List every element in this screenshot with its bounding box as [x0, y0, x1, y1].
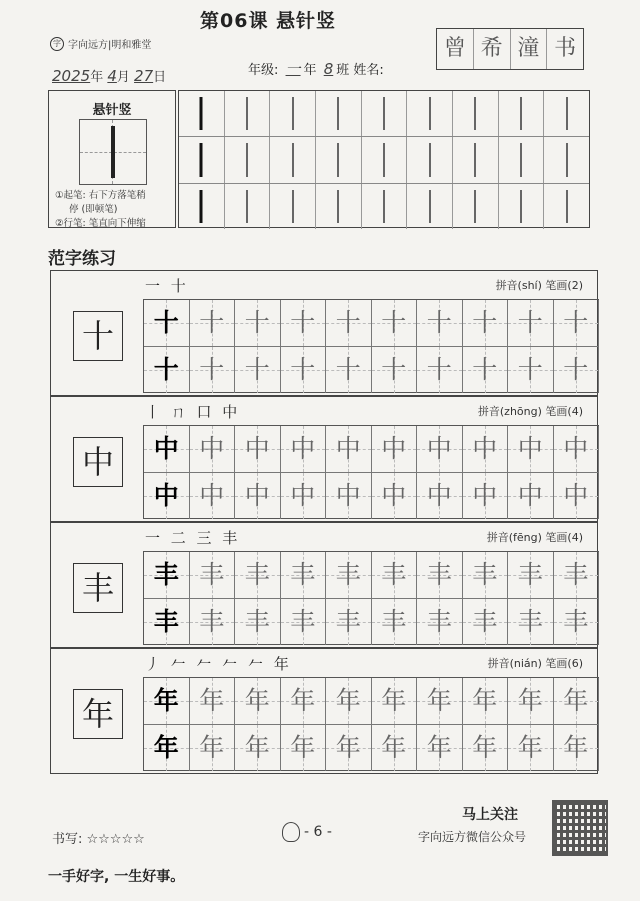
practice-character: 丰 [517, 607, 543, 636]
practice-cell [179, 137, 225, 182]
practice-character: 丰 [290, 607, 316, 636]
stroke-order: 丨 ㄇ 口 中 [145, 403, 241, 421]
practice-character: 丰 [426, 607, 452, 636]
practice-cell [316, 184, 362, 229]
practice-character: 年 [244, 733, 270, 762]
practice-character: 十 [381, 355, 407, 384]
brand-text: 字向远方|明和雅堂 [68, 40, 152, 51]
practice-character: 中 [563, 481, 589, 510]
character-meta [478, 403, 583, 419]
practice-cell [417, 300, 463, 346]
practice-cell [508, 426, 554, 472]
date-line [52, 66, 166, 85]
character-block [50, 522, 598, 648]
class-value: 8 [323, 60, 334, 78]
practice-character: 丰 [472, 560, 498, 589]
stroke-order: 一 二 三 丰 [145, 529, 241, 547]
practice-cell [190, 678, 236, 724]
stroke-count-label: 笔画(4) [545, 531, 583, 544]
practice-character: 年 [199, 686, 225, 715]
practice-cell [281, 725, 327, 771]
practice-character: 中 [517, 481, 543, 510]
follow-label: 马上关注 [462, 807, 518, 823]
practice-character: 中 [153, 481, 179, 510]
practice-cell [144, 426, 190, 472]
grade-suffix: 年 [303, 63, 317, 78]
practice-cell [326, 473, 372, 519]
stroke-order: 丿 𠂉 𠂉 𠂉 𠂉 年 [145, 655, 292, 673]
practice-cell [544, 184, 589, 229]
practice-cell [508, 300, 554, 346]
practice-character: 年 [381, 733, 407, 762]
practice-cell [362, 184, 408, 229]
practice-cell [235, 473, 281, 519]
practice-row [144, 599, 599, 645]
practice-cell [508, 599, 554, 645]
pinyin-label: 拼音(nián) [487, 657, 542, 670]
name-char: 潼 [511, 29, 548, 69]
pinyin-label: 拼音(fēng) [486, 531, 542, 544]
stroke-order: 一 十 [145, 277, 189, 295]
practice-cell [316, 91, 362, 136]
practice-cell [190, 300, 236, 346]
practice-row [179, 137, 589, 183]
practice-character: 中 [290, 481, 316, 510]
practice-character: 年 [472, 686, 498, 715]
practice-character: 年 [381, 686, 407, 715]
practice-character: 十 [472, 308, 498, 337]
practice-character: 十 [290, 308, 316, 337]
stroke-count-label: 笔画(4) [545, 405, 583, 418]
practice-character: 十 [563, 308, 589, 337]
practice-character: 十 [244, 308, 270, 337]
date-month-label: 月 [116, 70, 130, 85]
pinyin-label: 拼音(shí) [495, 279, 542, 292]
practice-cell [499, 91, 545, 136]
practice-cell [225, 184, 271, 229]
page-number [282, 822, 332, 842]
practice-cell [235, 552, 281, 598]
lesson-title: 第06课 悬针竖 [200, 10, 337, 32]
practice-character: 十 [517, 308, 543, 337]
practice-character: 丰 [199, 560, 225, 589]
practice-cell [463, 599, 509, 645]
name-char: 希 [474, 29, 511, 69]
grade-label: 年级: [248, 63, 279, 78]
page-number-text: - 6 - [304, 824, 332, 840]
practice-cell [463, 725, 509, 771]
practice-character: 丰 [381, 607, 407, 636]
model-character: 中 [73, 437, 123, 487]
practice-cell [144, 552, 190, 598]
practice-cell [499, 137, 545, 182]
writing-rating: 书写: ☆☆☆☆☆ [52, 832, 145, 847]
practice-cell [372, 300, 418, 346]
wechat-label: 字向远方微信公众号 [418, 830, 527, 844]
practice-cell [326, 725, 372, 771]
practice-character: 中 [153, 434, 179, 463]
practice-cell [554, 552, 600, 598]
practice-character: 中 [199, 481, 225, 510]
practice-cell [463, 552, 509, 598]
date-day: 27 [134, 67, 154, 85]
practice-cell [554, 725, 600, 771]
practice-cell [144, 347, 190, 393]
practice-character: 年 [153, 686, 179, 715]
practice-cell [235, 599, 281, 645]
date-year: 2025 [52, 67, 91, 85]
practice-cell [144, 473, 190, 519]
character-practice-grid [143, 677, 599, 771]
practice-cell [235, 347, 281, 393]
practice-cell [235, 300, 281, 346]
practice-cell [190, 473, 236, 519]
practice-cell [144, 678, 190, 724]
practice-cell [372, 473, 418, 519]
practice-character: 十 [335, 355, 361, 384]
practice-cell [463, 426, 509, 472]
practice-cell [372, 347, 418, 393]
character-practice-grid [143, 551, 599, 645]
practice-character: 年 [472, 733, 498, 762]
practice-character: 丰 [563, 560, 589, 589]
practice-cell [407, 137, 453, 182]
practice-cell [554, 300, 600, 346]
date-year-label: 年 [90, 70, 104, 85]
stroke-diagram [79, 119, 147, 185]
practice-character: 十 [381, 308, 407, 337]
practice-character: 丰 [153, 607, 179, 636]
student-name-box [436, 28, 584, 70]
practice-character: 十 [153, 355, 179, 384]
practice-character: 丰 [335, 560, 361, 589]
practice-cell [144, 725, 190, 771]
practice-cell [554, 473, 600, 519]
practice-character: 中 [244, 481, 270, 510]
practice-cell [554, 599, 600, 645]
practice-character: 丰 [426, 560, 452, 589]
practice-character: 丰 [244, 560, 270, 589]
stroke-count-label: 笔画(6) [545, 657, 583, 670]
practice-character: 十 [563, 355, 589, 384]
practice-cell [508, 347, 554, 393]
practice-row [144, 426, 599, 473]
practice-cell [281, 426, 327, 472]
practice-character: 丰 [381, 560, 407, 589]
practice-character: 十 [472, 355, 498, 384]
section-title: 范字练习 [48, 249, 116, 269]
practice-row [144, 678, 599, 725]
practice-cell [544, 137, 589, 182]
practice-character: 年 [335, 686, 361, 715]
practice-cell [508, 473, 554, 519]
practice-character: 十 [199, 308, 225, 337]
practice-cell [554, 678, 600, 724]
practice-character: 年 [426, 733, 452, 762]
practice-row [179, 184, 589, 229]
name-char: 书 [554, 36, 577, 61]
stroke-count-label: 笔画(2) [545, 279, 583, 292]
practice-cell [179, 91, 225, 136]
practice-cell [463, 300, 509, 346]
practice-cell [270, 91, 316, 136]
practice-cell [544, 91, 589, 136]
model-character: 年 [73, 689, 123, 739]
brand-line [50, 36, 151, 51]
practice-cell [190, 426, 236, 472]
practice-cell [407, 184, 453, 229]
practice-character: 丰 [335, 607, 361, 636]
practice-cell [326, 599, 372, 645]
practice-cell [281, 678, 327, 724]
practice-character: 年 [199, 733, 225, 762]
practice-character: 中 [472, 481, 498, 510]
practice-cell [281, 347, 327, 393]
practice-character: 丰 [244, 607, 270, 636]
character-meta [487, 529, 583, 545]
vertical-needle-stroke-icon [111, 126, 115, 178]
practice-cell [417, 725, 463, 771]
practice-character: 年 [290, 733, 316, 762]
qr-code-icon[interactable] [552, 800, 608, 856]
date-month: 4 [107, 67, 117, 85]
practice-character: 丰 [563, 607, 589, 636]
character-meta [496, 277, 583, 293]
practice-character: 年 [153, 733, 179, 762]
practice-character: 中 [244, 434, 270, 463]
practice-cell [235, 426, 281, 472]
practice-character: 十 [335, 308, 361, 337]
practice-cell [554, 426, 600, 472]
practice-cell [281, 599, 327, 645]
practice-cell [508, 725, 554, 771]
practice-character: 中 [563, 434, 589, 463]
character-meta [488, 655, 583, 671]
practice-cell [225, 91, 271, 136]
practice-cell [417, 426, 463, 472]
practice-cell [453, 91, 499, 136]
practice-row [144, 725, 599, 771]
practice-cell [270, 137, 316, 182]
practice-cell [407, 91, 453, 136]
practice-cell [463, 678, 509, 724]
stroke-card [48, 90, 176, 228]
practice-cell [326, 300, 372, 346]
practice-cell [179, 184, 225, 229]
practice-character: 中 [517, 434, 543, 463]
practice-cell [417, 347, 463, 393]
practice-character: 年 [517, 686, 543, 715]
character-practice-grid [143, 299, 599, 393]
character-block [50, 396, 598, 522]
practice-cell [554, 347, 600, 393]
practice-cell [190, 725, 236, 771]
practice-character: 丰 [472, 607, 498, 636]
practice-character: 中 [335, 434, 361, 463]
practice-cell [190, 552, 236, 598]
stroke-card-title: 悬针竖 [92, 103, 132, 118]
practice-cell [463, 473, 509, 519]
practice-character: 十 [290, 355, 316, 384]
stroke-note-1b: 停 (即顿笔) [69, 204, 118, 215]
motto: 一手好字, 一生好事。 [48, 869, 185, 885]
practice-character: 年 [426, 686, 452, 715]
practice-character: 十 [244, 355, 270, 384]
practice-cell [190, 347, 236, 393]
stroke-note-2: ②行笔: 笔直向下伸缩 [55, 218, 146, 229]
practice-row [144, 473, 599, 519]
stroke-note-1: ①起笔: 右下方落笔稍 [55, 190, 146, 201]
practice-character: 年 [563, 686, 589, 715]
practice-cell [326, 678, 372, 724]
practice-cell [225, 137, 271, 182]
practice-character: 中 [381, 434, 407, 463]
practice-character: 年 [290, 686, 316, 715]
model-character: 十 [73, 311, 123, 361]
practice-cell [417, 599, 463, 645]
practice-character: 十 [426, 308, 452, 337]
practice-character: 年 [335, 733, 361, 762]
practice-cell [508, 678, 554, 724]
character-block [50, 270, 598, 396]
model-character: 丰 [73, 563, 123, 613]
practice-cell [417, 473, 463, 519]
practice-character: 年 [517, 733, 543, 762]
character-practice-grid [143, 425, 599, 519]
practice-cell [144, 300, 190, 346]
practice-cell [499, 184, 545, 229]
rabbit-icon [282, 822, 300, 842]
brand-logo-icon: 字 [50, 37, 64, 51]
practice-character: 年 [563, 733, 589, 762]
practice-character: 中 [199, 434, 225, 463]
practice-character: 丰 [290, 560, 316, 589]
practice-cell [270, 184, 316, 229]
practice-cell [372, 678, 418, 724]
practice-cell [417, 552, 463, 598]
practice-character: 中 [472, 434, 498, 463]
practice-character: 丰 [199, 607, 225, 636]
practice-character: 丰 [153, 560, 179, 589]
practice-cell [417, 678, 463, 724]
grade-line [248, 58, 384, 79]
practice-row [144, 347, 599, 393]
practice-cell [372, 552, 418, 598]
practice-character: 十 [426, 355, 452, 384]
practice-cell [326, 347, 372, 393]
practice-cell [453, 137, 499, 182]
practice-cell [463, 347, 509, 393]
class-label: 班 姓名: [336, 63, 384, 78]
practice-cell [508, 552, 554, 598]
practice-character: 十 [517, 355, 543, 384]
practice-cell [362, 91, 408, 136]
practice-cell [326, 426, 372, 472]
practice-cell [453, 184, 499, 229]
practice-character: 中 [426, 481, 452, 510]
practice-cell [235, 725, 281, 771]
practice-cell [372, 599, 418, 645]
stroke-practice-grid [178, 90, 590, 228]
practice-character: 中 [335, 481, 361, 510]
practice-cell [281, 473, 327, 519]
practice-cell [372, 725, 418, 771]
practice-character: 中 [381, 481, 407, 510]
practice-character: 年 [244, 686, 270, 715]
practice-cell [281, 300, 327, 346]
date-day-label: 日 [153, 70, 167, 85]
practice-row [144, 552, 599, 599]
practice-cell [281, 552, 327, 598]
practice-cell [144, 599, 190, 645]
practice-character: 中 [290, 434, 316, 463]
practice-character: 十 [153, 308, 179, 337]
practice-cell [372, 426, 418, 472]
practice-row [179, 91, 589, 137]
character-block [50, 648, 598, 774]
grade-value: 一 [285, 60, 301, 78]
practice-character: 十 [199, 355, 225, 384]
pinyin-label: 拼音(zhōng) [477, 405, 542, 418]
practice-cell [190, 599, 236, 645]
practice-row [144, 300, 599, 347]
practice-character: 丰 [517, 560, 543, 589]
practice-cell [235, 678, 281, 724]
practice-cell [316, 137, 362, 182]
practice-character: 中 [426, 434, 452, 463]
name-char: 曾 [437, 29, 474, 69]
practice-cell [362, 137, 408, 182]
practice-cell [326, 552, 372, 598]
